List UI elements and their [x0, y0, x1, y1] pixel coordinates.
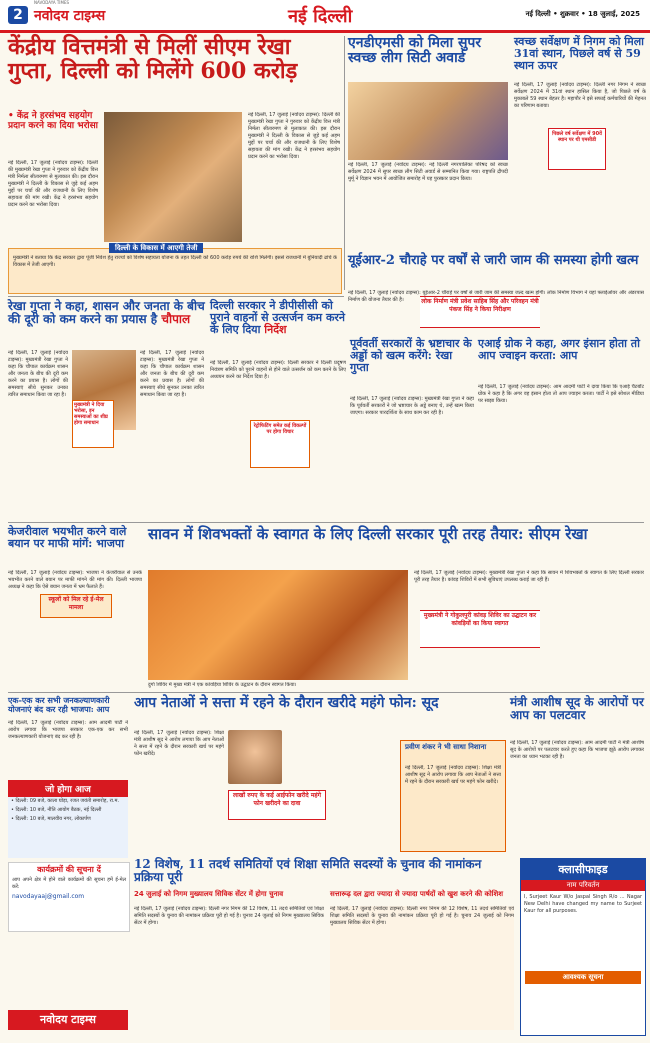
lead-box-title: दिल्ली के विकास में आएगी तेजी: [109, 243, 203, 253]
uer-callout: लोक निर्माण मंत्री प्रवेश साहिब सिंह और परिवहन मंत्री पंकज सिंह ने किया निरीक्षण: [420, 296, 540, 328]
bottom-headline: 12 विशेष, 11 तदर्थ समितियों एवं शिक्षा समिति सदस्यों के चुनाव की नामांकन प्रक्रिया पूरी: [134, 857, 482, 884]
phones-callout: लाखों रुपए के कई आईफोन खरीदे महंगे फोन खरीदने का दावा: [228, 790, 326, 820]
phones-headline: आप नेताओं ने सत्ता में रहने के दौरान खरीदे महंगे फोन: सूद: [134, 695, 439, 711]
classified-box: [520, 858, 646, 1036]
today-item: • दिल्ली: 09 बजे, काला घोड़ा, रजत जयंती समारोह, रा.म.: [11, 798, 120, 804]
kejriwal-headline: केजरीवाल भयभीत करने वाले बयान पर माफी मांगें: भाजपा: [8, 525, 127, 550]
chaupal-body-2: नई दिल्ली, 17 जुलाई (नवोदय टाइम्स): मुख्यमंत्री रेखा गुप्ता ने कहा कि चौपाल कार्यक्रम शासन और जनता के बीच की दूरी कम करने का प्रयास है। लोगों की समस्याएं सीधे सुनकर उनका त्वरित समाधान किया जा रहा है।: [140, 350, 204, 398]
classified-sub: नाम परिवर्तन: [521, 880, 645, 891]
uer-headline: यूईआर-2 चौराहे पर वर्षों से जारी जाम की समस्या होगी खत्म: [348, 253, 639, 268]
corruption-headline: पूर्ववर्ती सरकारों के भ्रष्टाचार के अड्डों को खत्म करेंगे: रेखा गुप्ता: [350, 337, 472, 374]
sawan-body: नई दिल्ली, 17 जुलाई (नवोदय टाइम्स): मुख्यमंत्री रेखा गुप्ता ने कहा कि सावन में शिवभक्तों के स्वागत के लिए दिल्ली सरकार पूरी तरह तैयार है। कांवड़ शिविरों में सभी सुविधाएं उपलब्ध कराई जा रही हैं।: [414, 570, 644, 583]
sawan-callout: मुख्यमंत्री ने गोकुलपुरी कांवड़ शिविर का उद्घाटन कर कांवड़ियों का किया स्वागत: [420, 610, 540, 648]
lead-box-text: मुख्यमंत्री ने बताया कि केंद्र सरकार द्वारा पूंजी निवेश हेतु राज्यों को विशेष सहायता योजना के तहत दिल्ली को 600 करोड़ रुपये की राशि मिलेगी। इससे राजधानी में बुनियादी ढांचे के विकास में तेजी आएगी।: [13, 255, 337, 268]
today-box: [8, 780, 128, 858]
praveen-title: प्रवीण शंकर ने भी साधा निशाना: [405, 742, 487, 751]
classified-text: I, Surjeet Kaur W/o Jaspal Singh R/o ... Nagar New Delhi have changed my name to Surjeet Kaur for all purposes.: [524, 894, 642, 914]
grok-headline: एआई ग्रोक ने कहा, अगर इंसान होता तो आप ज्वाइन करता: आप: [478, 337, 640, 362]
corruption-body: नई दिल्ली, 17 जुलाई (नवोदय टाइम्स): मुख्यमंत्री रेखा गुप्ता ने कहा कि पूर्ववर्ती सरकारों ने जो भ्रष्टाचार के अड्डे बनाए थे, उन्हें खत्म किया जाएगा। सरकार पारदर्शिता के साथ काम कर रही है।: [350, 396, 474, 416]
today-title: जो होगा आज: [8, 780, 128, 797]
row-divider-1: [8, 296, 344, 297]
classified-notice: आवश्यक सूचना: [525, 971, 641, 984]
page-number: 2: [8, 6, 28, 24]
chaupal-headline: [8, 300, 208, 326]
ndmc-body: नई दिल्ली, 17 जुलाई (नवोदय टाइम्स): नई दिल्ली नगरपालिका परिषद को स्वच्छ सर्वेक्षण 2024 में सुपर स्वच्छ लीग सिटी अवार्ड से सम्मानित किया गया। राष्ट्रपति द्रौपदी मुर्मू ने विज्ञान भवन में आयोजित समारोह में यह पुरस्कार प्रदान किया।: [348, 162, 508, 182]
praveen-box: [400, 740, 506, 852]
sawan-headline: सावन में शिवभक्तों के स्वागत के लिए दिल्ली सरकार पूरी तरह तैयार: सीएम रेखा: [148, 525, 588, 543]
chaupal-headline-text: रेखा गुप्ता ने कहा, शासन और जनता के बीच की दूरी को कम करने का प्रयास है: [8, 299, 205, 326]
lead-box: [8, 243, 342, 294]
chaupal-highlight: चौपाल: [161, 311, 191, 326]
dpcc-highlight: निर्देश: [264, 322, 287, 336]
notice-title: कार्यक्रमों की सूचना दें: [37, 864, 101, 874]
praveen-body: नई दिल्ली, 17 जुलाई (नवोदय टाइम्स): शिक्षा मंत्री आशीष सूद ने आरोप लगाया कि आप नेताओं ने सत्ता में रहने के दौरान सरकारी खर्च पर महंगे फोन खरीदे।: [405, 765, 501, 785]
phones-body: नई दिल्ली, 17 जुलाई (नवोदय टाइम्स): शिक्षा मंत्री आशीष सूद ने आरोप लगाया कि आप नेताओं ने सत्ता में रहने के दौरान सरकारी खर्च पर महंगे फोन खरीदे।: [134, 730, 224, 757]
lead-body: नई दिल्ली, 17 जुलाई (नवोदय टाइम्स): दिल्ली की मुख्यमंत्री रेखा गुप्ता ने गुरुवार को केंद्रीय वित्त मंत्री निर्मला सीतारमण से मुलाकात की। इस दौरान मुख्यमंत्री ने दिल्ली के विकास से जुड़े कई अहम मुद्दों पर चर्चा की और राजधानी के लिए विशेष सहायता की मांग रखी। केंद्र ने हरसंभव सहयोग प्रदान करने का भरोसा दिया।: [8, 160, 98, 208]
dpcc-callout: रेट्रोफिटिंग समेत कई विकल्पों पर होगा विचार: [250, 420, 310, 468]
row-divider-3: [8, 692, 644, 693]
sawan-caption: दुर्गा शिविर में मुख्य मंत्री ने एक कांवड़िया शिविर के उद्घाटन के दौरान स्वागत किया।: [148, 682, 297, 688]
phones-photo: [228, 730, 282, 784]
classified-title: क्लासीफाइड: [521, 859, 645, 880]
sawan-photo: [148, 570, 408, 680]
paper-tag: NAVODAYA TIMES: [34, 0, 70, 5]
notice-text: आप अपने क्षेत्र में होने वाले कार्यक्रमों की सूचना हमें ई-मेल करें:: [12, 876, 126, 890]
dpcc-body: नई दिल्ली, 17 जुलाई (नवोदय टाइम्स): दिल्ली सरकार ने दिल्ली प्रदूषण नियंत्रण समिति को पुराने वाहनों से होने वाले उत्सर्जन को कम करने के लिए अध्ययन करने का निर्देश दिया है।: [210, 360, 346, 380]
aap-schemes-body: नई दिल्ली, 17 जुलाई (नवोदय टाइम्स): आम आदमी पार्टी ने आरोप लगाया कि भाजपा सरकार एक-एक कर सभी जनकल्याणकारी योजनाएं बंद कर रही है।: [8, 720, 128, 740]
mcd-body: नई दिल्ली, 17 जुलाई (नवोदय टाइम्स): दिल्ली नगर निगम ने स्वच्छ सर्वेक्षण 2024 में 31वां स्थान हासिल किया है, जो पिछले वर्ष के मुकाबले 59 स्थान बेहतर है। महापौर ने इसे सफाई कर्मचारियों की मेहनत का परिणाम बताया।: [514, 82, 646, 109]
counter-body: नई दिल्ली, 17 जुलाई (नवोदय टाइम्स): आम आदमी पार्टी ने मंत्री आशीष सूद के आरोपों पर पलटवार करते हुए कहा कि भाजपा झूठे आरोप लगाकर जनता का ध्यान भटका रही है।: [510, 740, 644, 760]
column-divider: [344, 36, 345, 290]
section-title: नई दिल्ली: [288, 6, 353, 27]
paper-name: नवोदय टाइम्स: [34, 8, 106, 24]
lead-body-2: नई दिल्ली, 17 जुलाई (नवोदय टाइम्स): दिल्ली की मुख्यमंत्री रेखा गुप्ता ने गुरुवार को केंद्रीय वित्त मंत्री निर्मला सीतारमण से मुलाकात की। इस दौरान मुख्यमंत्री ने दिल्ली के विकास से जुड़े कई अहम मुद्दों पर चर्चा की और राजधानी के लिए विशेष सहायता की मांग रखी। केंद्र ने हरसंभव सहयोग प्रदान करने का भरोसा दिया।: [248, 112, 340, 160]
counter-headline: मंत्री आशीष सूद के आरोपों पर आप का पलटवार: [510, 695, 644, 722]
chaupal-callout: मुख्यमंत्री ने दिया भरोसा, इन समस्याओं का शीघ्र होगा समाधान: [72, 400, 114, 448]
dpcc-headline: [210, 300, 346, 336]
kejriwal-callout: स्कूलों को मिल रहे ई-मेल मामला: [40, 594, 112, 618]
lead-headline: केंद्रीय वित्तमंत्री से मिलीं सीएम रेखा गुप्ता, दिल्ली को मिलेंगे 600 करोड़: [8, 34, 298, 84]
row-divider-2: [8, 522, 644, 523]
masthead: [0, 0, 650, 33]
lead-bullet: • केंद्र ने हरसंभव सहयोग प्रदान करने का दिया भरोसा: [8, 111, 99, 131]
lead-photo: [104, 112, 242, 242]
bottom-sub2: सत्तारूढ़ दल द्वारा ज्यादा से ज्यादा पार्षदों को खुश करने की कोशिश: [330, 890, 503, 898]
today-item: • दिल्ली: 10 बजे, मालवीय नगर, लोकार्पण: [11, 816, 91, 822]
bottom-sub: 24 जुलाई को निगम मुख्यालय सिविक सेंटर में होगा चुनाव: [134, 890, 284, 898]
uer-body: नई दिल्ली, 17 जुलाई (नवोदय टाइम्स): यूईआर-2 चौराहे पर वर्षों से जारी जाम की समस्या जल्द खत्म होगी। लोक निर्माण विभाग ने यहां फ्लाईओवर और अंडरपास निर्माण की योजना तैयार की है।: [348, 290, 644, 303]
mcd-callout: पिछले वर्ष सर्वेक्षण में 90वें स्थान पर थी एमसीडी: [548, 128, 606, 170]
today-item: • दिल्ली: 10 बजे, नीति आयोग बैठक, नई दिल्ली: [11, 807, 102, 813]
bottom-body: नई दिल्ली, 17 जुलाई (नवोदय टाइम्स): दिल्ली नगर निगम की 12 विशेष, 11 तदर्थ समितियों एवं शिक्षा समिति सदस्यों के चुनाव की नामांकन प्रक्रिया पूरी हो गई है। चुनाव 24 जुलाई को निगम मुख्यालय सिविक सेंटर में होगा।: [134, 906, 324, 926]
mcd-headline: स्वच्छ सर्वेक्षण में निगम को मिला 31वां स्थान, पिछले वर्ष से 59 स्थान ऊपर: [514, 35, 645, 72]
footer-brand: नवोदय टाइम्स: [8, 1010, 128, 1030]
aap-schemes-headline: एक-एक कर सभी जनकल्याणकारी योजनाएं बंद कर रही भाजपा: आप: [8, 695, 110, 714]
kejriwal-body: नई दिल्ली, 17 जुलाई (नवोदय टाइम्स): भाजपा ने केजरीवाल से उनके भयभीत करने वाले बयान पर माफी मांगने की मांग की। दिल्ली भाजपा अध्यक्ष ने कहा कि ऐसे बयान जनता में भ्रम फैलाते हैं।: [8, 570, 142, 590]
chaupal-body: नई दिल्ली, 17 जुलाई (नवोदय टाइम्स): मुख्यमंत्री रेखा गुप्ता ने कहा कि चौपाल कार्यक्रम शासन और जनता के बीच की दूरी कम करने का प्रयास है। लोगों की समस्याएं सीधे सुनकर उनका त्वरित समाधान किया जा रहा है।: [8, 350, 68, 398]
dpcc-headline-text: दिल्ली सरकार ने डीपीसीसी को पुराने वाहनों से उत्सर्जन कम करने के लिए दिया: [210, 299, 345, 336]
notice-email[interactable]: navodayaaj@gmail.com: [12, 892, 85, 900]
bottom-body-2: नई दिल्ली, 17 जुलाई (नवोदय टाइम्स): दिल्ली नगर निगम की 12 विशेष, 11 तदर्थ समितियों एवं शिक्षा समिति सदस्यों के चुनाव की नामांकन प्रक्रिया पूरी हो गई है। चुनाव 24 जुलाई को निगम मुख्यालय सिविक सेंटर में होगा।: [330, 906, 514, 1030]
ndmc-photo: [348, 82, 508, 160]
grok-body: नई दिल्ली, 17 जुलाई (नवोदय टाइम्स): आम आदमी पार्टी ने दावा किया कि एआई चैटबॉट ग्रोक ने कहा है कि अगर वह इंसान होता तो आप ज्वाइन करता। पार्टी ने इसे सोशल मीडिया पर साझा किया।: [478, 384, 644, 404]
dateline: नई दिल्ली • शुक्रवार • 18 जुलाई, 2025: [525, 10, 640, 18]
notice-box: [8, 862, 130, 932]
ndmc-headline: एनडीएमसी को मिला सुपर स्वच्छ लीग सिटी अवार्ड: [348, 35, 482, 67]
